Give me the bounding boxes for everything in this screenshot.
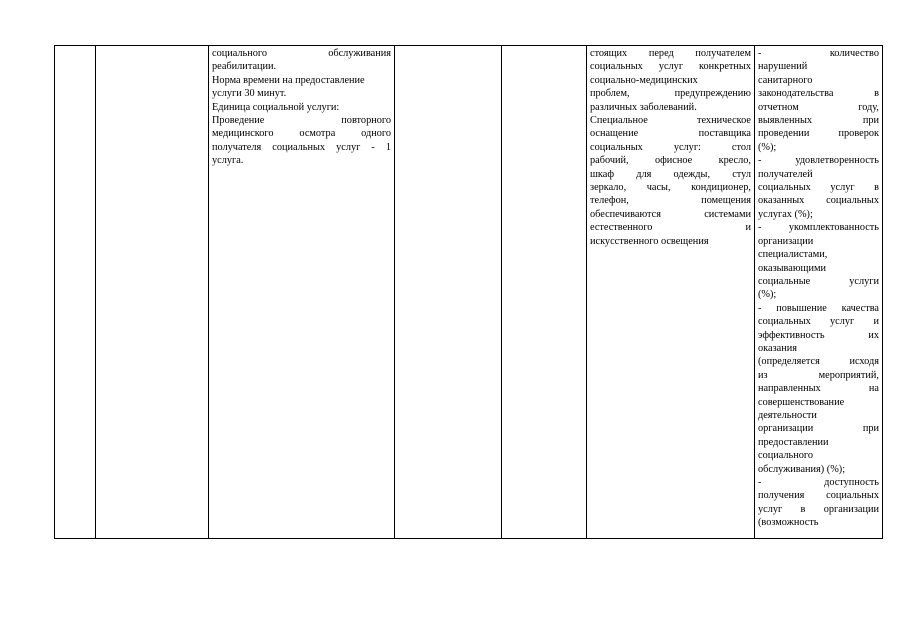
text-line: социальных услуг конкретных: [590, 61, 751, 73]
text-line: искусственного освещения: [590, 235, 709, 247]
text-line: естественного и: [590, 222, 751, 234]
text-line: реабилитации.: [212, 61, 277, 73]
text-line: оказанных социальных: [758, 195, 879, 207]
text-line: Норма времени на предоставление: [212, 74, 365, 86]
text-line: (%);: [758, 141, 777, 153]
text-line: деятельности: [758, 409, 817, 421]
text-line: получателей: [758, 168, 813, 180]
text-line: организации при: [758, 423, 879, 435]
text-line: стоящих перед получателем: [590, 48, 751, 59]
text-line: (определяется исходя: [758, 356, 879, 368]
text-line: социальные услуги: [758, 275, 879, 287]
text-line: проведении проверок: [758, 128, 879, 140]
text-line: обслуживания) (%);: [758, 463, 846, 475]
text-line: социального обслуживания: [212, 48, 391, 59]
text-line: Единица социальной услуги:: [212, 101, 340, 113]
text-line: социальных услуг и: [758, 316, 879, 328]
text-line: - повышение качества: [758, 302, 879, 314]
text-line: Проведение повторного: [212, 115, 391, 127]
text-line: проблем, предупреждению: [590, 88, 751, 100]
text-line: специалистами,: [758, 249, 828, 261]
text-line: совершенствование: [758, 396, 845, 408]
cell-conditions: [587, 46, 755, 539]
text-line: медицинского осмотра одного: [212, 128, 391, 140]
text-line: отчетном году,: [758, 101, 879, 113]
text-line: нарушений: [758, 61, 808, 73]
text-line: услуги 30 минут.: [212, 88, 287, 100]
text-line: получения социальных: [758, 490, 879, 502]
services-table: [54, 45, 883, 539]
text-line: телефон, помещения: [590, 195, 751, 207]
text-line: - укомплектованность: [758, 222, 879, 234]
text-line: санитарного: [758, 74, 813, 86]
text-line: услугах (%);: [758, 208, 813, 220]
cell-quality-indicators: [755, 46, 883, 539]
cell-service-name: [96, 46, 209, 539]
text-line: (%);: [758, 289, 777, 301]
text-line: рабочий, офисное кресло,: [590, 155, 751, 167]
text-line: различных заболеваний.: [590, 101, 697, 113]
text-line: зеркало, часы, кондиционер,: [590, 182, 751, 194]
text-line: выявленных при: [758, 115, 879, 127]
cell-number: [55, 46, 96, 539]
text-line: - количество: [758, 48, 879, 59]
text-line: Специальное техническое: [590, 115, 751, 127]
text-line: организации: [758, 235, 814, 247]
text-line: - удовлетворенность: [758, 155, 879, 167]
text-line: направленных на: [758, 383, 879, 395]
cell-service-description: [209, 46, 395, 539]
text-line: законодательства в: [758, 88, 879, 100]
text-line: услуга.: [212, 155, 244, 167]
text-line: оснащение поставщика: [590, 128, 751, 140]
cell-deadline: [395, 46, 502, 539]
text-line: шкаф для одежды, стул: [590, 168, 751, 180]
table-row: [55, 46, 883, 539]
cell-price: [502, 46, 587, 539]
text-line: оказания: [758, 342, 797, 354]
text-line: обеспечиваются системами: [590, 208, 751, 220]
text-line: предоставлении: [758, 436, 829, 448]
text-line: социального: [758, 450, 814, 462]
text-line: эффективность их: [758, 329, 879, 341]
text-line: из мероприятий,: [758, 369, 879, 381]
text-line: социально-медицинских: [590, 74, 698, 86]
text-line: (возможность: [758, 517, 819, 529]
text-line: оказывающими: [758, 262, 827, 274]
text-line: получателя социальных услуг - 1: [212, 141, 391, 153]
text-line: социальных услуг в: [758, 182, 879, 194]
text-line: социальных услуг: стол: [590, 141, 751, 153]
text-line: - доступность: [758, 477, 879, 488]
text-line: услуг в организации: [758, 503, 879, 515]
